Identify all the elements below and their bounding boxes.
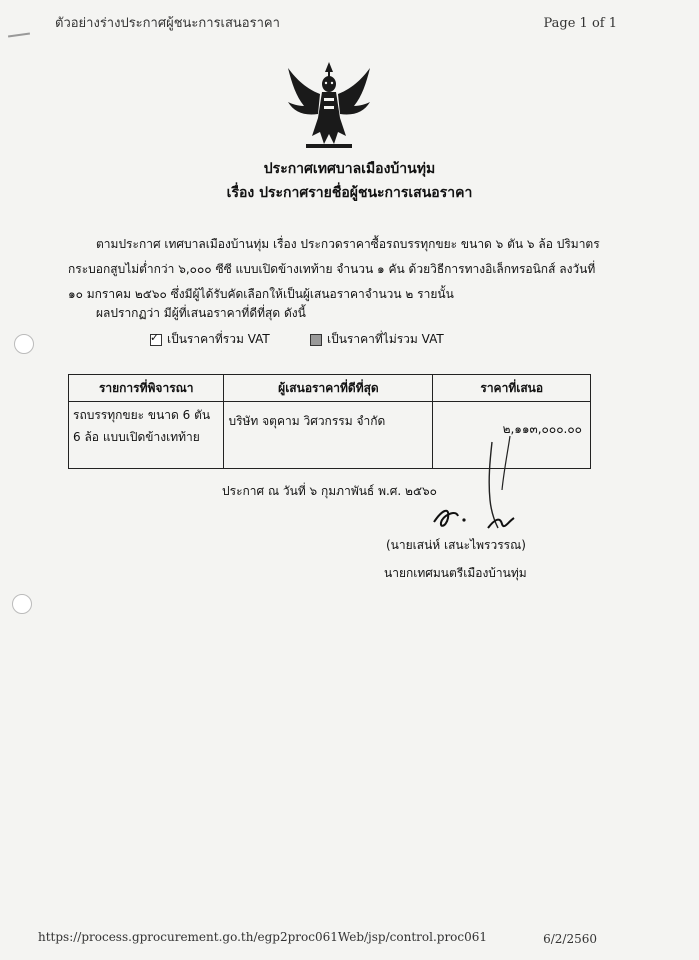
announcement-paragraph: ตามประกาศ เทศบาลเมืองบ้านทุ่ม เรื่อง ประกวดราคาซื้อรถบรรทุกขยะ ขนาด ๖ ตัน ๖ ล้อ ปริมาตรกระบอกสูบไม่ต่ำกว่า ๖,๐๐๐ ซีซี แบบเปิดข้างเทท้าย จำนวน ๑ คัน ด้วยวิธีการทางอิเล็กทรอนิกส์ ลงวันที่ ๑๐ มกราคม ๒๕๖๐ ซึ่งมีผู้ได้รับคัดเลือกให้เป็นผู้เสนอราคาจำนวน ๒ รายนั้น — [68, 237, 600, 301]
col-header-bidder: ผู้เสนอราคาที่ดีที่สุด — [224, 375, 433, 402]
cell-bidder: บริษัท จตุคาม วิศวกรรม จำกัด — [224, 402, 433, 469]
announce-date: ประกาศ ณ วันที่ ๖ กุมภาพันธ์ พ.ศ. ๒๕๖๐ — [222, 484, 437, 498]
garuda-emblem-icon — [284, 58, 374, 154]
pen-mark — [8, 32, 30, 37]
footer-date: 6/2/2560 — [543, 932, 597, 946]
vat-excluded-checkbox — [310, 334, 322, 346]
vat-included-checkbox — [150, 334, 162, 346]
doc-title-line2: เรื่อง ประกาศรายชื่อผู้ชนะการเสนอราคา — [226, 185, 473, 201]
handwritten-signature — [428, 430, 538, 540]
punch-hole — [14, 334, 34, 354]
col-header-item: รายการที่พิจารณา — [69, 375, 224, 402]
footer-url: https://process.gprocurement.go.th/egp2proc061Web/jsp/control.proc061 — [38, 930, 488, 944]
signer-name: (นายเสน่ห์ เสนะไพรวรรณ) — [386, 538, 526, 552]
page-number: Page 1 of 1 — [543, 16, 617, 31]
vat-excluded-option — [310, 330, 444, 349]
vat-excluded-label: เป็นราคาที่ไม่รวม VAT — [327, 332, 444, 346]
cell-item: รถบรรทุกขยะ ขนาด 6 ตัน 6 ล้อ แบบเปิดข้างเทท้าย — [69, 402, 224, 469]
punch-hole — [12, 594, 32, 614]
signer-position: นายกเทศมนตรีเมืองบ้านทุ่ม — [384, 566, 527, 580]
col-header-price: ราคาที่เสนอ — [433, 375, 591, 402]
cell-price: ๒,๑๑๓,๐๐๐.๐๐ — [433, 402, 591, 469]
table-header-row — [69, 375, 591, 402]
vat-included-label: เป็นราคาที่รวม VAT — [167, 332, 270, 346]
vat-included-option — [150, 330, 270, 349]
draft-note: ตัวอย่างร่างประกาศผู้ชนะการเสนอราคา — [55, 16, 280, 31]
result-line: ผลปรากฏว่า มีผู้ที่เสนอราคาที่ดีที่สุด ดังนี้ — [96, 306, 306, 320]
doc-title-line1: ประกาศเทศบาลเมืองบ้านทุ่ม — [263, 161, 436, 177]
